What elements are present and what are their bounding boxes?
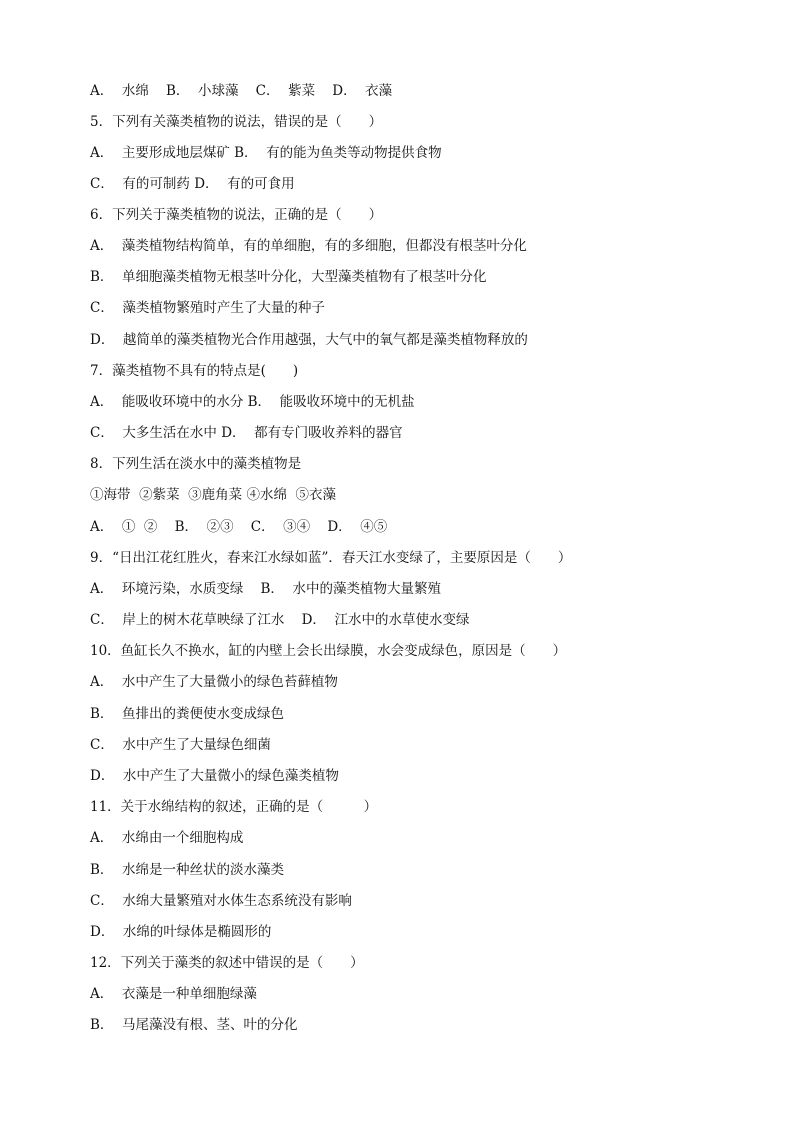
question-11-option-b: B． 水绵是一种丝状的淡水藻类 — [90, 862, 285, 878]
question-12-stem: 12．下列关于藻类的叙述中错误的是（ ） — [90, 955, 364, 971]
question-11-option-a: A． 水绵由一个细胞构成 — [90, 830, 244, 846]
question-12-option-b: B． 马尾藻没有根、茎、叶的分化 — [90, 1017, 298, 1033]
question-5-stem: 5．下列有关藻类植物的说法，错误的是（ ） — [90, 114, 383, 130]
question-10-stem: 10．鱼缸长久不换水，缸的内壁上会长出绿膜，水会变成绿色，原因是（ ） — [90, 643, 567, 659]
question-7-options-cd: C． 大多生活在水中 D． 都有专门吸收养料的器官 — [90, 425, 403, 441]
question-10-option-c: C． 水中产生了大量绿色细菌 — [90, 737, 271, 753]
question-11-option-d: D． 水绵的叶绿体是椭圆形的 — [90, 924, 272, 940]
question-4-options: A． 水绵 B． 小球藻 C． 紫菜 D． 衣藻 — [90, 83, 393, 99]
question-11-option-c: C． 水绵大量繁殖对水体生态系统没有影响 — [90, 893, 352, 909]
question-6-option-b: B． 单细胞藻类植物无根茎叶分化，大型藻类植物有了根茎叶分化 — [90, 269, 487, 285]
question-7-options-ab: A． 能吸收环境中的水分 B． 能吸收环境中的无机盐 — [90, 394, 415, 410]
question-6-option-c: C． 藻类植物繁殖时产生了大量的种子 — [90, 300, 325, 316]
question-6-option-a: A． 藻类植物结构简单，有的单细胞，有的多细胞，但都没有根茎叶分化 — [90, 238, 527, 254]
question-7-stem: 7．藻类植物不具有的特点是( ) — [90, 363, 299, 379]
question-10-option-d: D． 水中产生了大量微小的绿色藻类植物 — [90, 768, 339, 784]
question-9-options-cd: C． 岸上的树木花草映绿了江水 D． 江水中的水草使水变绿 — [90, 612, 470, 628]
question-10-option-a: A． 水中产生了大量微小的绿色苔藓植物 — [90, 674, 338, 690]
question-5-options-cd: C． 有的可制药 D． 有的可食用 — [90, 176, 295, 192]
question-6-stem: 6．下列关于藻类植物的说法，正确的是（ ） — [90, 207, 383, 223]
question-9-options-ab: A． 环境污染，水质变绿 B． 水中的藻类植物大量繁殖 — [90, 581, 441, 597]
question-5-options-ab: A． 主要形成地层煤矿 B． 有的能为鱼类等动物提供食物 — [90, 145, 442, 161]
question-8-stem: 8．下列生活在淡水中的藻类植物是 — [90, 456, 302, 472]
question-10-option-b: B． 鱼排出的粪便使水变成绿色 — [90, 706, 285, 722]
question-8-items: ①海带 ②紫菜 ③鹿角菜 ④水绵 ⑤衣藻 — [90, 487, 337, 503]
question-12-option-a: A． 衣藻是一种单细胞绿藻 — [90, 986, 257, 1002]
question-9-stem: 9．“日出江花红胜火，春来江水绿如蓝”．春天江水变绿了，主要原因是（ ） — [90, 550, 572, 566]
question-6-option-d: D． 越简单的藻类植物光合作用越强，大气中的氧气都是藻类植物释放的 — [90, 332, 528, 348]
question-8-options: A． ① ② B． ②③ C． ③④ D． ④⑤ — [90, 519, 388, 535]
question-11-stem: 11．关于水绵结构的叙述，正确的是（ ） — [90, 799, 378, 815]
